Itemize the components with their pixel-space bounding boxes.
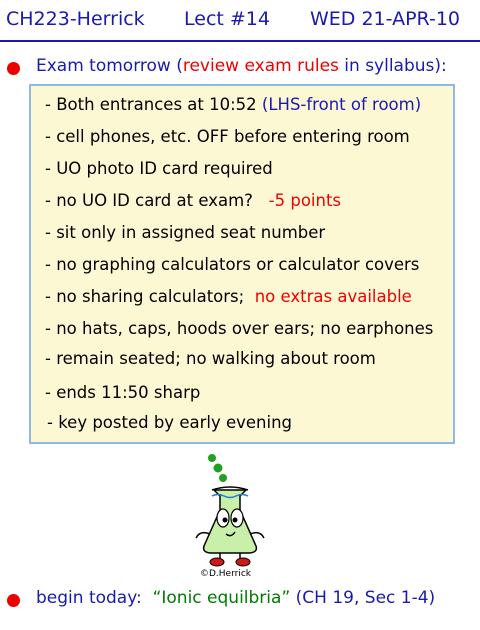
rule-extra: -5 points <box>268 191 342 210</box>
slide-header <box>0 0 480 38</box>
rule-text: - cell phones, etc. OFF before entering room <box>45 127 410 146</box>
rule-item <box>45 223 325 242</box>
rule-item <box>45 191 341 210</box>
rule-item <box>45 383 200 402</box>
red-dot-bullet-icon <box>7 62 20 75</box>
rule-text: - no sharing calculators; <box>45 287 255 306</box>
begin-today-line <box>36 588 435 608</box>
rule-item <box>45 287 412 306</box>
lecture-date: WED 21-APR-10 <box>310 8 460 30</box>
rule-text: - remain seated; no walking about room <box>45 349 376 368</box>
flask-mascot-icon <box>190 450 270 570</box>
red-dot-bullet-icon <box>7 594 20 607</box>
rule-item <box>45 95 421 114</box>
rule-item <box>45 319 433 338</box>
rule-item <box>45 159 273 178</box>
rule-item <box>45 349 376 368</box>
rule-extra: no extras available <box>254 287 412 306</box>
begin-topic: “Ionic equilbria” <box>152 588 291 608</box>
exam-suffix: in syllabus): <box>338 56 447 76</box>
rule-text: - no graphing calculators or calculator covers <box>45 255 420 274</box>
rule-text: - sit only in assigned seat number <box>45 223 326 242</box>
lecture-number: Lect #14 <box>184 8 270 30</box>
artist-credit: ©D.Herrick <box>200 569 251 579</box>
course-title: CH223-Herrick <box>6 8 145 30</box>
exam-rules-highlight: review exam rules <box>182 56 339 76</box>
rule-text: - Both entrances at 10:52 <box>45 95 262 114</box>
begin-prefix: begin today: <box>36 588 153 608</box>
exam-rules-box <box>29 84 455 444</box>
rule-text: - ends 11:50 sharp <box>45 383 201 402</box>
rule-text: - key posted by early evening <box>47 413 292 432</box>
rule-extra: (LHS-front of room) <box>261 95 422 114</box>
rule-text: - no UO ID card at exam? <box>45 191 269 210</box>
rule-item <box>45 255 419 274</box>
exam-prefix: Exam tomorrow ( <box>36 56 183 76</box>
header-divider <box>0 40 480 42</box>
rule-text: - no hats, caps, hoods over ears; no earphones <box>45 319 434 338</box>
rule-text: - UO photo ID card required <box>45 159 273 178</box>
exam-announcement <box>36 56 447 76</box>
rule-item <box>45 127 410 146</box>
begin-suffix: (CH 19, Sec 1-4) <box>290 588 436 608</box>
rule-item <box>47 413 292 432</box>
